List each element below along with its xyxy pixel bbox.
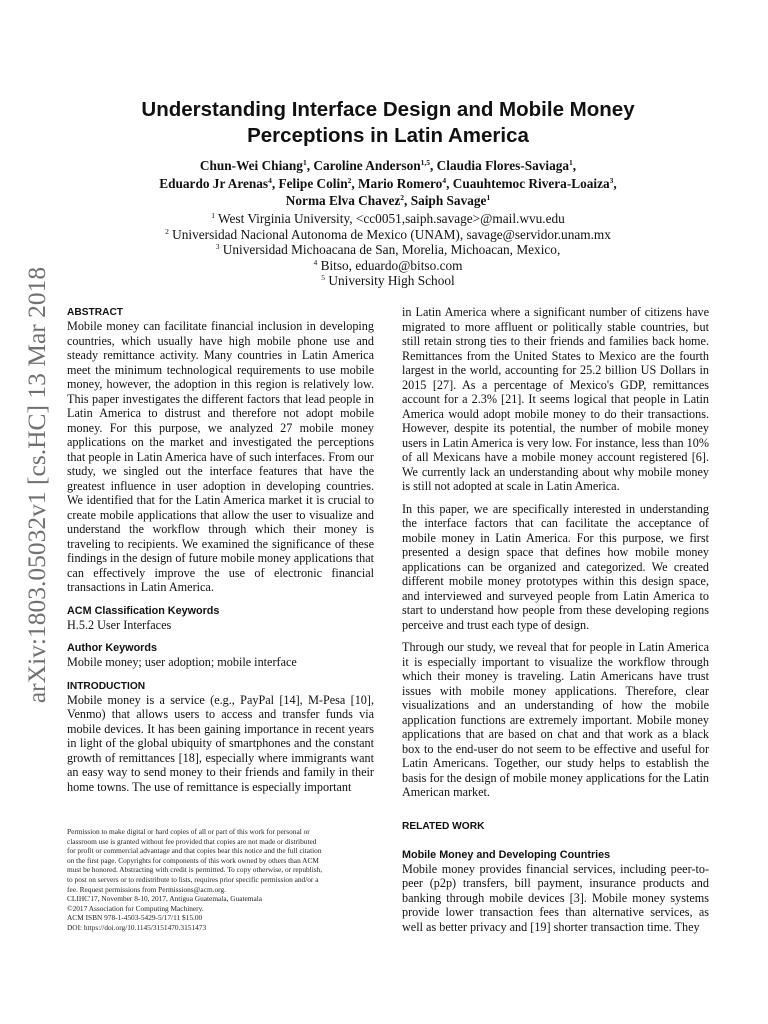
affiliation (66, 242, 710, 258)
author-affil-mark: 3 (609, 175, 614, 185)
related-work-text: Mobile money provides financial services, including peer-to-peer (p2p) transfers, bill payment, insurance products and banking through mobile devices [3]. Mobile money systems provide lower transaction fees than alternative services, as well as better privacy and [19] shorter transaction time. They (402, 861, 709, 934)
introduction-text: Mobile money is a service (e.g., PayPal [14], M-Pesa [10], Venmo) that allows users to access and transfer funds via mobile devices. It has been gaining importance in recent years in light of the global ubiquity of smartphones and the constant growth of remittances [18], especially where immigrants want an easy way to send money to their friends and family in their home towns. The use of remittance is especially important (67, 692, 374, 794)
affiliation (66, 227, 710, 243)
author-affil-mark: 1 (486, 193, 491, 202)
intro-paragraph: In this paper, we are specifically interested in understanding the interface factors that can facilitate the acceptance of mobile money in Latin America. For this purpose, we first presented a design space that defines how mobile money applications can be organized and categorized. We created different mobile money prototypes within this design space, and interviewed and surveyed people from Latin America to start to understand how people from these developing regions perceive and trust each type of design. (402, 501, 709, 632)
isbn-line: ACM ISBN 978-1-4503-5429-5/17/11 $15.00 (67, 913, 203, 923)
author-line (66, 175, 710, 193)
permission-line: on the first page. Copyrights for components of this work owned by others than ACM (67, 855, 319, 865)
permission-line: must be honored. Abstracting with credit is permitted. To copy otherwise, or republish, (67, 865, 323, 875)
author-separator: , (351, 175, 358, 191)
author-name: Saiph Savage (410, 193, 487, 208)
affiliation-text: Universidad Michoacana de San, Morelia, Michoacan, Mexico, (219, 242, 561, 258)
affiliation-text: University High School (325, 273, 455, 289)
author-separator: , (306, 158, 314, 173)
permission-line: classroom use is granted without fee provided that copies are not made or distributed (67, 836, 317, 846)
author-line (66, 192, 710, 210)
permission-line: for profit or commercial advantage and that copies bear this notice and the full citation (67, 846, 322, 856)
related-work-heading: RELATED WORK (402, 820, 485, 832)
author-separator: , (271, 175, 279, 191)
left-column (67, 306, 374, 804)
affiliation-text: Bitso, eduardo@bitso.com (317, 257, 463, 273)
introduction-heading: INTRODUCTION (67, 680, 146, 692)
author-name: Chun-Wei Chiang (199, 158, 303, 173)
author-name: Eduardo Jr Arenas (159, 175, 269, 191)
author-name: Cuauhtemoc Rivera-Loaiza (452, 175, 610, 191)
author-affil-mark: 2 (347, 175, 352, 185)
affiliation-mark: 1 (211, 211, 215, 220)
right-column (402, 305, 709, 934)
author-keywords-section (67, 642, 374, 670)
mobile-money-subheading: Mobile Money and Developing Countries (402, 848, 611, 861)
author-affil-mark: 1 (302, 158, 307, 167)
author-separator: , (613, 175, 617, 191)
author-affil-mark: 4 (268, 175, 272, 185)
copyright-line: ©2017 Association for Computing Machinery. (67, 903, 204, 913)
acm-classification-heading: ACM Classification Keywords (67, 604, 220, 617)
author-name: Norma Elva Chavez (285, 193, 401, 208)
acm-classification-text: H.5.2 User Interfaces (67, 617, 172, 632)
permission-line: to post on servers or to redistribute to lists, requires prior specific permission and/or a (67, 874, 319, 884)
abstract-section (67, 306, 374, 595)
author-affil-mark: 2 (400, 193, 405, 202)
arxiv-stamp (18, 268, 56, 702)
permission-line: fee. Request permissions from Permissions@acm.org. (67, 884, 226, 894)
affiliation (66, 273, 710, 289)
conference-line: CLIHC'17, November 8-10, 2017, Antigua Guatemala, Guatemala (67, 894, 263, 904)
intro-paragraph: in Latin America where a significant number of citizens have migrated to more affluent or politically stable countries, but still retain strong ties to their friends and families back home. Remittances from the United States to Mexico are the fourth largest in the world, accounting for 25.2 billion US Dollars in 2015 [27]. As a percentage of Mexico's GDP, remittances account for a 2.3% [21]. It seems logical that people in Latin America would adopt mobile money to do their transactions. However, despite its potential, the number of mobile money users in Latin America is very low. For instance, less than 10% of all Mexicans have a mobile money account registered [6]. We currently lack an understanding about why mobile money is still not adopted at scale in Latin America. (402, 305, 709, 493)
author-separator: , (430, 158, 437, 173)
affiliation-mark: 3 (215, 242, 220, 252)
author-affil-mark: 1,5 (420, 158, 431, 167)
author-affil-mark: 1 (569, 158, 573, 167)
author-list (66, 157, 710, 210)
author-line (66, 157, 710, 175)
author-keywords-heading: Author Keywords (67, 642, 157, 654)
affiliation-text: Universidad Nacional Autonoma de Mexico (UNAM), savage@servidor.unam.mx (168, 226, 611, 242)
author-name: Claudia Flores-Saviaga (436, 158, 570, 173)
author-separator: , (404, 193, 411, 208)
author-name: Mario Romero (358, 175, 443, 191)
abstract-heading: ABSTRACT (67, 307, 124, 318)
title-line: Understanding Interface Design and Mobile Money (141, 98, 635, 121)
paper-title (66, 97, 710, 149)
affiliation-mark: 5 (321, 273, 326, 283)
author-name: Caroline Anderson (313, 158, 421, 173)
acm-classification-section (67, 605, 374, 633)
arxiv-identifier: arXiv:1803.05032v1 [cs.HC] 13 Mar 2018 (22, 266, 51, 704)
affiliation-mark: 2 (165, 226, 169, 236)
affiliation (66, 211, 710, 227)
author-separator: , (572, 158, 577, 173)
author-name: Felipe Colin (278, 175, 348, 191)
author-affil-mark: 4 (442, 175, 447, 185)
author-keywords-text: Mobile money; user adoption; mobile interface (67, 655, 297, 669)
affiliation-text: West Virginia University, <cc0051,saiph.savage>@mail.wvu.edu (214, 211, 565, 226)
intro-paragraph: Through our study, we reveal that for people in Latin America it is especially important to visualize the workflow through which their money is traveling. Latin Americans have trust issues with mobile money applications. Therefore, clear visualizations and an understanding of how the mobile application functions are extremely important. Mobile money applications that are based on chat and that work as a black box to the end-user do not seem to be effective and useful for Latin Americans. Together, our study helps to establish the basis for the design of mobile money applications for the Latin American market. (402, 640, 709, 799)
affiliation-list (66, 211, 710, 289)
abstract-text: Mobile money can facilitate financial inclusion in developing countries, which usually have high mobile phone use and steady remittance activity. Many countries in Latin America meet the minimum technological requirements to use mobile money, however, the adoption in this region is relatively low. This paper investigates the different factors that lead people in Latin America to distrust and therefore not adopt mobile money. For this purpose, we analyzed 27 mobile money applications on the market and investigated the perceptions that people in Latin America have of such interfaces. From our study, we singled out the interface features that have the greatest influence in user adoption in developing countries. We identified that for the Latin America market it is crucial to create mobile applications that allow the user to visualize and understand the workflow through which their money is traveling to recipients. We examined the significance of these findings in the design of future mobile money applications that can effectively improve the use of electronic financial transactions in Latin America. (67, 319, 374, 594)
title-line: Perceptions in Latin America (247, 124, 529, 147)
permission-line: Permission to make digital or hard copies of all or part of this work for personal or (67, 827, 310, 836)
author-separator: , (446, 175, 453, 191)
affiliation (66, 258, 710, 274)
permission-block (67, 827, 374, 933)
doi-line: DOI: https://doi.org/10.1145/3151470.3151473 (67, 922, 207, 932)
introduction-section (67, 680, 374, 795)
affiliation-mark: 4 (313, 257, 318, 267)
